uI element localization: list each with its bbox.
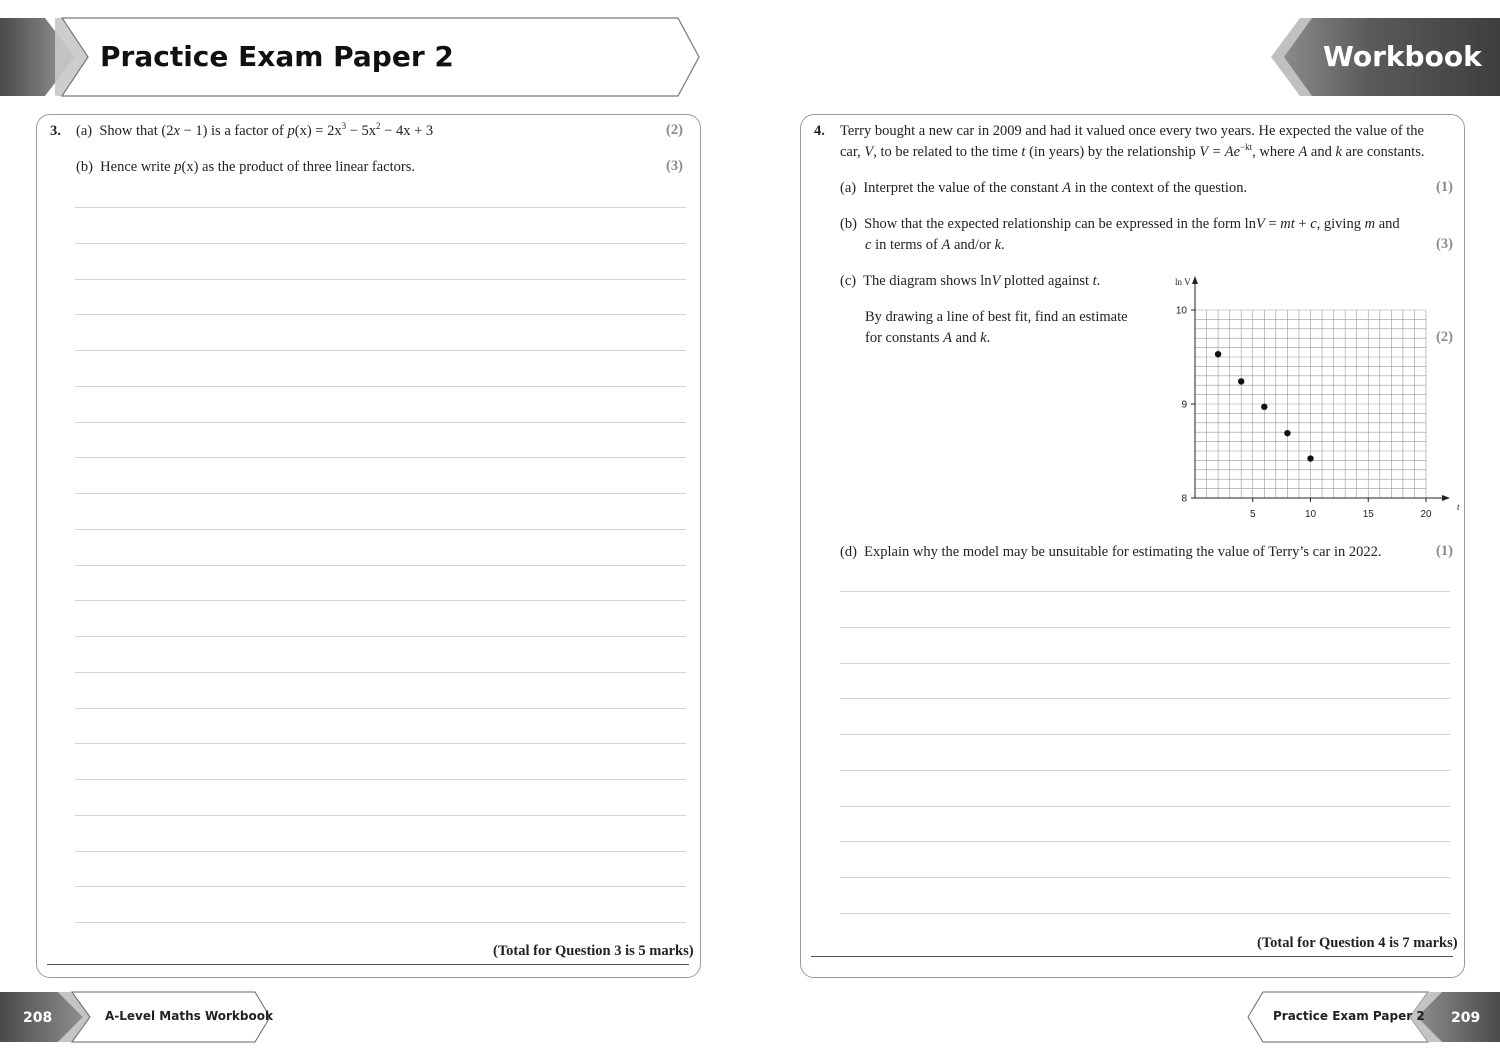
x-tick-label: 15 <box>1362 509 1374 520</box>
y-tick-label: 10 <box>1175 305 1187 317</box>
question-3a-text: (a) Show that (2x − 1) is a factor of $p(x) = 2x^3 - 5x^2 - 4x + 3$ <box>76 121 434 139</box>
question-3-total: (Total for Question 3 is 5 marks) <box>493 943 694 959</box>
question-4a-marks: (1) <box>1436 179 1453 195</box>
question-4c-text-line1: (c) The diagram shows lnV plotted against t. <box>840 273 1101 289</box>
question-4b-text-line2: c in terms of A and/or k. <box>865 237 1005 253</box>
question-4b-marks: (3) <box>1436 236 1453 252</box>
question-3-number: 3. <box>50 123 61 139</box>
question-4-total: (Total for Question 4 is 7 marks) <box>1257 935 1458 951</box>
question-3b-text: (b) Hence write p(x) as the product of three linear factors. <box>76 159 416 175</box>
page-title-left: Practice Exam Paper 2 <box>100 40 454 73</box>
x-tick-label: 10 <box>1304 509 1317 520</box>
question-3a-marks: (2) <box>666 122 683 138</box>
question-4-intro-line1: Terry bought a new car in 2009 and had it valued once every two years. He expected the value of the <box>840 123 1424 139</box>
question-4d-marks: (1) <box>1436 543 1453 559</box>
question-3b-marks: (3) <box>666 158 683 174</box>
question-4c-text-line3: for constants A and k. <box>865 330 991 346</box>
question-4-number: 4. <box>814 123 825 139</box>
question-4a-text: (a) Interpret the value of the constant A in the context of the question. <box>840 180 1248 196</box>
question-4c-marks: (2) <box>1436 329 1453 345</box>
x-tick-label: 5 <box>1249 509 1256 520</box>
question-4d-text: (d) Explain why the model may be unsuitable for estimating the value of Terry’s car in 2022. <box>840 544 1382 560</box>
page-title-right: Workbook <box>1323 40 1482 73</box>
question-4c-text-line2: By drawing a line of best fit, find an estimate <box>865 309 1128 325</box>
footer-left-label: A-Level Maths Workbook <box>105 1009 273 1023</box>
y-tick-label: 9 <box>1181 399 1187 411</box>
y-tick-label: 8 <box>1181 493 1187 505</box>
question-4-intro-line2: car, V, to be related to the time t (in years) by the relationship $V = Ae^{-kt}$, where A and k are constants. <box>840 142 1425 160</box>
footer-right-label: Practice Exam Paper 2 <box>1273 1009 1425 1023</box>
x-tick-label: 20 <box>1420 509 1432 520</box>
x-axis-label: t <box>1457 502 1460 512</box>
page-number-right: 209 <box>1451 1010 1481 1026</box>
question-4b-text-line1: (b) Show that the expected relationship can be expressed in the form lnV = mt + c, giving m and <box>840 216 1400 232</box>
y-axis-label: ln V <box>1175 277 1191 287</box>
page-number-left: 208 <box>23 1010 53 1026</box>
